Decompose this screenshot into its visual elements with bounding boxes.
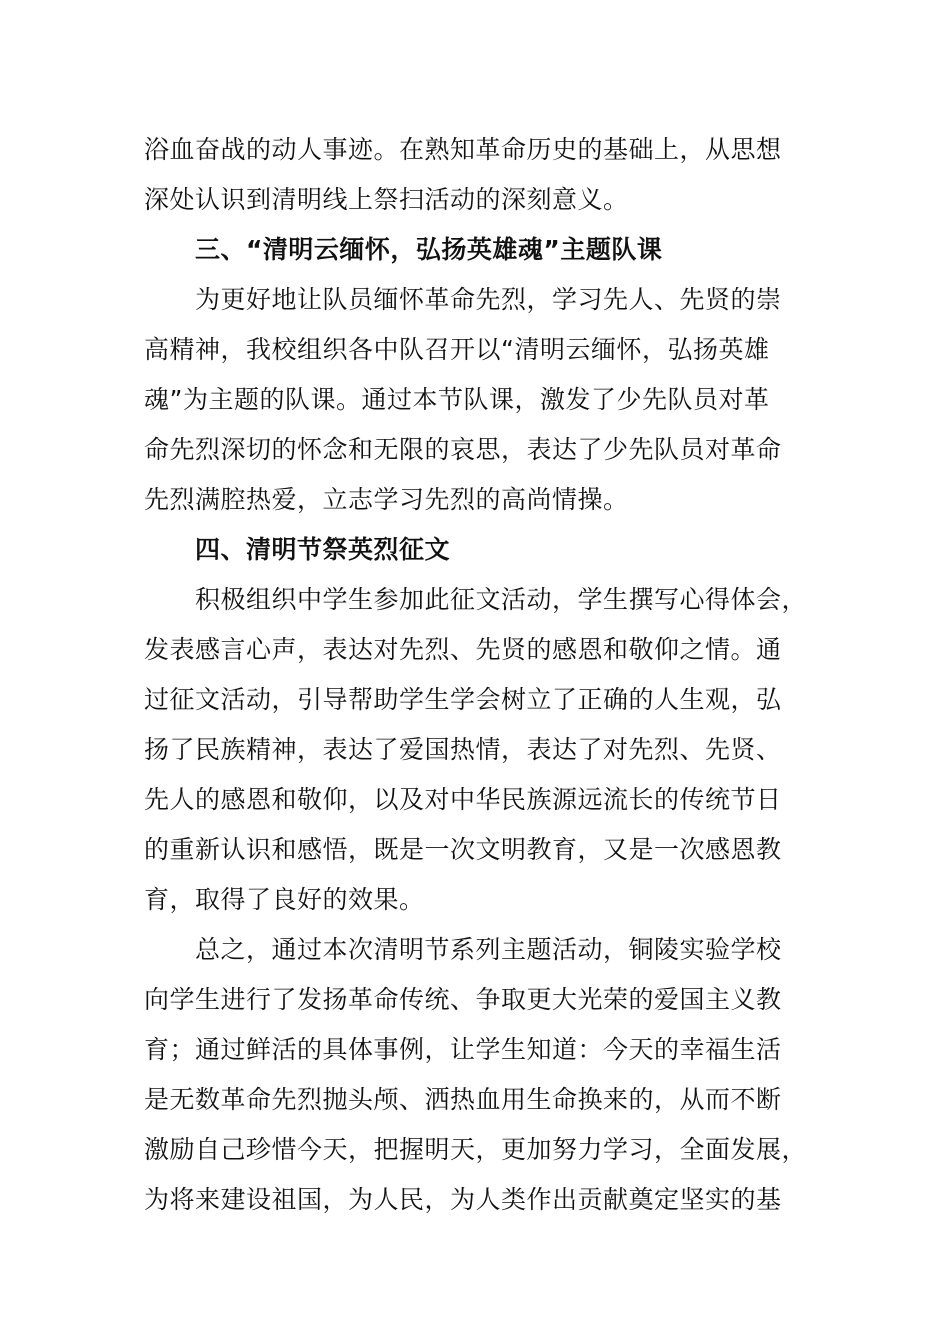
body-text-line: 向学生进行了发扬革命传统、争取更大光荣的爱国主义教 bbox=[144, 985, 782, 1014]
body-text-line: 过征文活动，引导帮助学生学会树立了正确的人生观，弘 bbox=[144, 685, 782, 714]
body-text-line: 扬了民族精神，表达了爱国热情，表达了对先烈、先贤、 bbox=[144, 735, 782, 764]
body-text-line: 深处认识到清明线上祭扫活动的深刻意义。 bbox=[144, 185, 629, 214]
paragraph-start: 积极组织中学生参加此征文活动，学生撰写心得体会， bbox=[195, 585, 808, 614]
body-text-line: 先人的感恩和敬仰，以及对中华民族源远流长的传统节日 bbox=[144, 785, 782, 814]
paragraph-start: 为更好地让队员缅怀革命先烈，学习先人、先贤的崇 bbox=[195, 285, 782, 314]
body-text-line: 育；通过鲜活的具体事例，让学生知道：今天的幸福生活 bbox=[144, 1035, 782, 1064]
body-text-line: 高精神，我校组织各中队召开以“清明云缅怀，弘扬英雄 bbox=[144, 335, 770, 364]
body-text-line: 先烈满腔热爱，立志学习先烈的高尚情操。 bbox=[144, 485, 629, 514]
section-heading-4: 四、清明节祭英烈征文 bbox=[195, 535, 451, 564]
body-text-line: 的重新认识和感悟，既是一次文明教育，又是一次感恩教 bbox=[144, 835, 782, 864]
section-heading-3: 三、“清明云缅怀，弘扬英雄魂”主题队课 bbox=[195, 235, 663, 264]
body-text-line: 激励自己珍惜今天，把握明天，更加努力学习，全面发展， bbox=[144, 1135, 808, 1164]
body-text-line: 浴血奋战的动人事迹。在熟知革命历史的基础上，从思想 bbox=[144, 135, 782, 164]
body-text-line: 发表感言心声，表达对先烈、先贤的感恩和敬仰之情。通 bbox=[144, 635, 782, 664]
body-text-line: 是无数革命先烈抛头颅、洒热血用生命换来的，从而不断 bbox=[144, 1085, 782, 1114]
body-text-line: 魂”为主题的队课。通过本节队课，激发了少先队员对革 bbox=[144, 385, 770, 414]
body-text-line: 育，取得了良好的效果。 bbox=[144, 885, 425, 914]
paragraph-start: 总之，通过本次清明节系列主题活动，铜陵实验学校 bbox=[195, 935, 782, 964]
body-text-line: 命先烈深切的怀念和无限的哀思，表达了少先队员对革命 bbox=[144, 435, 782, 464]
body-text-line: 为将来建设祖国，为人民，为人类作出贡献奠定坚实的基 bbox=[144, 1185, 782, 1214]
